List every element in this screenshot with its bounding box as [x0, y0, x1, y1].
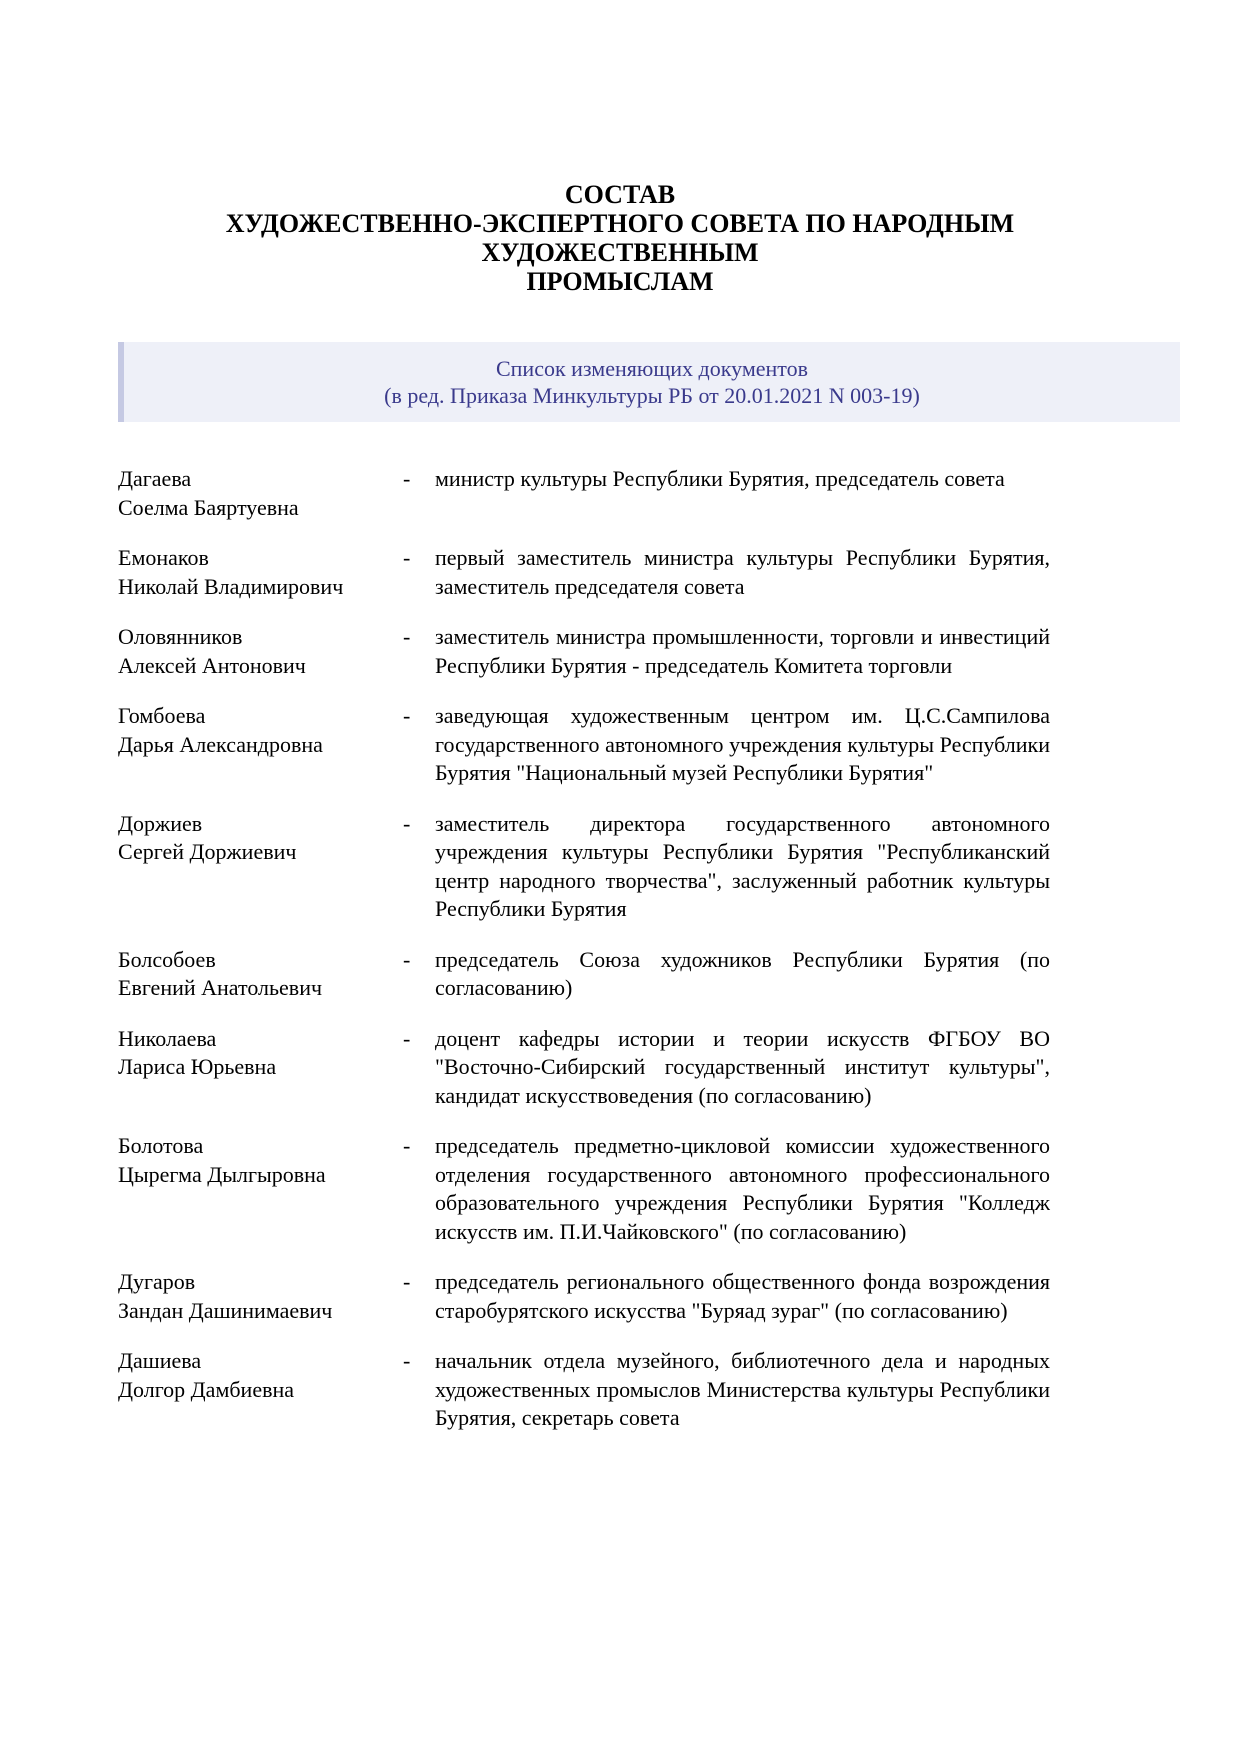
member-surname: Гомбоева [118, 703, 206, 728]
member-dash: - [403, 1348, 411, 1373]
member-surname: Болотова [118, 1133, 204, 1158]
member-role: первый заместитель министра культуры Республики Бурятия, заместитель председателя совета [435, 545, 1050, 599]
member-surname: Дагаева [118, 466, 192, 491]
member-role: председатель Союза художников Республики Бурятия (по согласованию) [435, 946, 1050, 1000]
member-role: заместитель министра промышленности, торговли и инвестиций Республики Бурятия - председатель Комитета торговли [435, 624, 1050, 678]
member-given-name: Зандан Дашинимаевич [118, 1297, 333, 1323]
title-line-2: ХУДОЖЕСТВЕННО-ЭКСПЕРТНОГО СОВЕТА ПО НАРОДНЫМ [225, 209, 1015, 238]
member-given-name: Долгор Дамбиевна [118, 1376, 295, 1402]
member-row [118, 544, 1050, 601]
member-row [118, 1025, 1050, 1111]
member-role: председатель предметно-цикловой комиссии художественного отделения государственного автономного профессионального образовательного учреждения Республики Бурятия "Колледж искусств им. П.И.Чайковского" (по согласованию) [435, 1133, 1050, 1244]
member-dash: - [403, 810, 411, 836]
member-given-name: Цырегма Дылгыровна [118, 1161, 326, 1187]
member-row [118, 1132, 1050, 1246]
member-name [118, 946, 403, 1003]
member-name [118, 810, 403, 924]
member-surname: Дашиева [118, 1348, 202, 1373]
member-surname: Болсобоев [118, 946, 216, 972]
member-role: председатель регионального общественного фонда возрождения старобурятского искусства "Буряад зураг" (по согласованию) [435, 1269, 1050, 1323]
member-surname: Емонаков [118, 545, 209, 570]
member-role: доцент кафедры истории и теории искусств ФГБОУ ВО "Восточно-Сибирский государственный институт культуры", кандидат искусствоведения (по согласованию) [435, 1025, 1050, 1108]
title-line-1: СОСТАВ [564, 180, 676, 209]
changes-heading: Список изменяющих документов [495, 356, 808, 381]
member-dash: - [403, 1133, 411, 1158]
member-name [118, 623, 403, 680]
member-row [118, 810, 1050, 924]
changes-box [118, 342, 1180, 422]
member-dash: - [403, 703, 411, 728]
member-given-name: Лариса Юрьевна [118, 1054, 277, 1079]
member-given-name: Николай Владимирович [118, 573, 344, 599]
member-row [118, 1347, 1050, 1433]
member-role: начальник отдела музейного, библиотечного дела и народных художественных промыслов Министерства культуры Республики Бурятия, секретарь совета [435, 1348, 1050, 1430]
member-role: заместитель директора государственного автономного учреждения культуры Республики Бурятия "Республиканский центр народного творчества", заслуженный работник культуры Республики Бурятия [435, 810, 1050, 921]
member-row [118, 623, 1050, 680]
member-surname: Оловянников [118, 624, 243, 649]
member-surname: Николаева [118, 1025, 217, 1051]
member-surname: Дугаров [118, 1269, 196, 1294]
member-given-name: Дарья Александровна [118, 731, 323, 757]
member-name [118, 1268, 403, 1325]
member-role: министр культуры Республики Бурятия, председатель совета [435, 466, 1005, 491]
member-row [118, 465, 1050, 522]
member-surname: Доржиев [118, 810, 203, 836]
member-role: заведующая художественным центром им. Ц.С.Сампилова государственного автономного учреждения культуры Республики Бурятия "Национальный музей Республики Бурятия" [435, 703, 1050, 785]
document-title [0, 180, 1240, 296]
member-dash: - [403, 466, 411, 491]
member-given-name: Соелма Баяртуевна [118, 494, 299, 520]
member-name [118, 465, 403, 522]
member-row [118, 1268, 1050, 1325]
members-list [118, 465, 1050, 1455]
member-dash: - [403, 624, 411, 649]
member-given-name: Евгений Анатольевич [118, 975, 323, 1000]
member-dash: - [403, 946, 411, 972]
member-dash: - [403, 1269, 411, 1294]
member-dash: - [403, 1025, 411, 1051]
member-name [118, 1132, 403, 1246]
title-line-3: ХУДОЖЕСТВЕННЫМ [481, 238, 759, 267]
member-dash: - [403, 545, 411, 570]
member-row [118, 946, 1050, 1003]
changes-reference: (в ред. Приказа Минкультуры РБ от 20.01.2021 N 003-19) [384, 383, 920, 408]
member-row [118, 702, 1050, 788]
member-name [118, 1347, 403, 1433]
member-name [118, 544, 403, 601]
title-line-4: ПРОМЫСЛАМ [526, 267, 714, 296]
member-name [118, 702, 403, 788]
member-given-name: Сергей Доржиевич [118, 839, 297, 864]
member-given-name: Алексей Антонович [118, 652, 306, 678]
member-name [118, 1025, 403, 1111]
